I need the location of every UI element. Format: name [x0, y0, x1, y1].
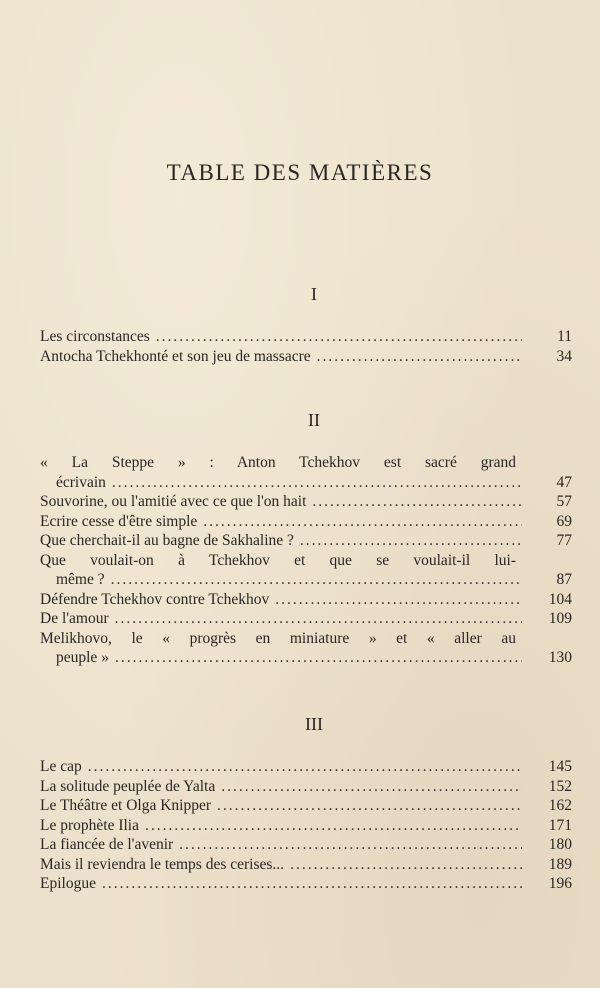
toc-entry: [40, 777, 572, 797]
entry-page: 152: [548, 777, 572, 795]
entry-title-line1: Que voulait-on à Tchekhov et que se voulait-il lui-: [40, 551, 516, 569]
entry-title: même ?: [56, 571, 105, 588]
section-numeral: III: [305, 714, 323, 734]
entry-page: 11: [557, 328, 572, 345]
toc-entry: [40, 835, 572, 855]
toc-entry: [40, 816, 572, 836]
toc-entry: [40, 327, 572, 347]
entry-title-line1: Melikhovo, le « progrès en miniature » et « aller au: [40, 629, 516, 647]
entry-page: 77: [556, 532, 572, 549]
section-1: [40, 284, 572, 366]
entry-page: 104: [548, 590, 572, 608]
page-title: TABLE DES MATIÈRES: [166, 160, 434, 185]
entry-title: Le cap: [40, 758, 82, 775]
entry-title: écrivain: [56, 473, 106, 491]
toc-entry: [40, 629, 572, 668]
entry-page: 87: [556, 571, 572, 588]
entry-page: 189: [548, 855, 572, 873]
entry-title: Les circonstances: [40, 328, 150, 345]
entry-title: La fiancée de l'avenir: [40, 836, 174, 853]
toc-entry: [40, 874, 572, 894]
section-entries: [40, 453, 572, 668]
entry-title: Epilogue: [40, 875, 96, 892]
toc-entry: [40, 855, 572, 875]
entry-title: Antocha Tchekhonté et son jeu de massacre: [40, 347, 311, 365]
entry-title: peuple »: [56, 649, 109, 666]
entry-title-line1: « La Steppe » : Anton Tchekhov est sacré grand: [40, 454, 516, 471]
section-3: [40, 714, 572, 894]
toc-entry: [40, 590, 572, 610]
entry-page: 145: [548, 758, 572, 775]
entry-page: 196: [548, 875, 572, 892]
entry-page: 130: [548, 649, 572, 666]
section-2: [40, 410, 572, 668]
entry-title: De l'amour: [40, 610, 109, 627]
entry-title: Le prophète Ilia: [40, 816, 139, 834]
toc-entry: [40, 796, 572, 816]
entry-title: Le Théâtre et Olga Knipper: [40, 797, 211, 814]
entry-page: 57: [556, 493, 572, 510]
section-numeral: II: [308, 410, 320, 430]
entry-title: Ecrire cesse d'être simple: [40, 512, 198, 530]
entry-page: 162: [548, 797, 572, 814]
toc-entry: [40, 492, 572, 512]
section-entries: [40, 757, 572, 894]
toc-entry: [40, 609, 572, 629]
entry-title: La solitude peuplée de Yalta: [40, 777, 216, 795]
entry-title: Que cherchait-il au bagne de Sakhaline ?: [40, 532, 294, 549]
entry-page: 69: [556, 512, 572, 530]
entry-page: 109: [548, 610, 572, 627]
toc-entry: [40, 757, 572, 777]
toc-entry: [40, 551, 572, 590]
entry-page: 171: [548, 816, 572, 834]
toc-entry: [40, 453, 572, 492]
entry-title: Souvorine, ou l'amitié avec ce que l'on hait: [40, 493, 307, 510]
entry-page: 180: [548, 836, 572, 853]
section-entries: [40, 327, 572, 366]
section-numeral: I: [311, 284, 317, 304]
toc-entry: [40, 531, 572, 551]
entry-page: 34: [556, 347, 572, 365]
entry-title: Mais il reviendra le temps des cerises...: [40, 855, 285, 873]
toc-entry: [40, 512, 572, 532]
toc-entry: [40, 347, 572, 367]
entry-title: Défendre Tchekhov contre Tchekhov: [40, 590, 270, 608]
entry-page: 47: [556, 473, 572, 491]
